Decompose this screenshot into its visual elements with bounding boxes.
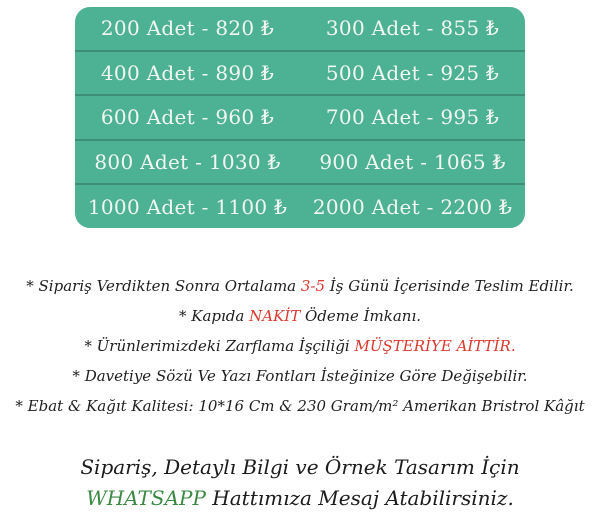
- pricing-row: [75, 183, 525, 228]
- note-text: * Sipariş Verdikten Sonra Ortalama: [26, 277, 301, 295]
- price-cell: 300 Adet - 855 ₺: [325, 16, 500, 41]
- note-line-delivery: [0, 271, 600, 301]
- note-line-fonts: [0, 361, 600, 391]
- pricing-row: [75, 7, 525, 50]
- price-cell: 400 Adet - 890 ₺: [100, 60, 275, 85]
- note-text: Ödeme İmkanı.: [300, 307, 422, 325]
- whatsapp-label: WHATSAPP: [86, 486, 206, 510]
- note-accent: NAKİT: [249, 307, 301, 325]
- price-cell: 800 Adet - 1030 ₺: [94, 150, 281, 175]
- note-text: * Kapıda: [178, 307, 250, 325]
- price-cell: 1000 Adet - 1100 ₺: [87, 194, 288, 219]
- note-line-payment: [0, 301, 600, 331]
- price-cell: 900 Adet - 1065 ₺: [319, 150, 506, 175]
- footer-line-2: [0, 483, 600, 514]
- note-text: * Ürünlerimizdeki Zarflama İşçiliği: [84, 337, 355, 355]
- price-cell: 700 Adet - 995 ₺: [325, 105, 500, 130]
- price-cell: 500 Adet - 925 ₺: [325, 60, 500, 85]
- pricing-table: [75, 7, 525, 228]
- note-text: * Davetiye Sözü Ve Yazı Fontları İsteğinize Göre Değişebilir.: [72, 367, 528, 385]
- note-text: * Ebat & Kağıt Kalitesi: 10*16 Cm & 230 Gram/m² Amerikan Bristrol Kâğıt: [15, 397, 585, 415]
- note-line-envelope: [0, 331, 600, 361]
- note-accent: 3-5: [300, 277, 326, 295]
- pricing-row: [75, 94, 525, 139]
- note-accent: MÜŞTERİYE AİTTİR.: [354, 337, 516, 355]
- pricing-row: [75, 139, 525, 184]
- note-line-paper: [0, 391, 600, 421]
- price-cell: 600 Adet - 960 ₺: [100, 105, 275, 130]
- order-notes: [0, 271, 600, 421]
- contact-footer: [0, 452, 600, 514]
- note-text: İş Günü İçerisinde Teslim Edilir.: [325, 277, 574, 295]
- footer-text: Hattımıza Mesaj Atabilirsiniz.: [205, 486, 514, 510]
- footer-line-1: Sipariş, Detaylı Bilgi ve Örnek Tasarım İçin: [80, 455, 520, 479]
- price-cell: 200 Adet - 820 ₺: [100, 16, 275, 41]
- pricing-row: [75, 50, 525, 95]
- price-cell: 2000 Adet - 2200 ₺: [312, 194, 513, 219]
